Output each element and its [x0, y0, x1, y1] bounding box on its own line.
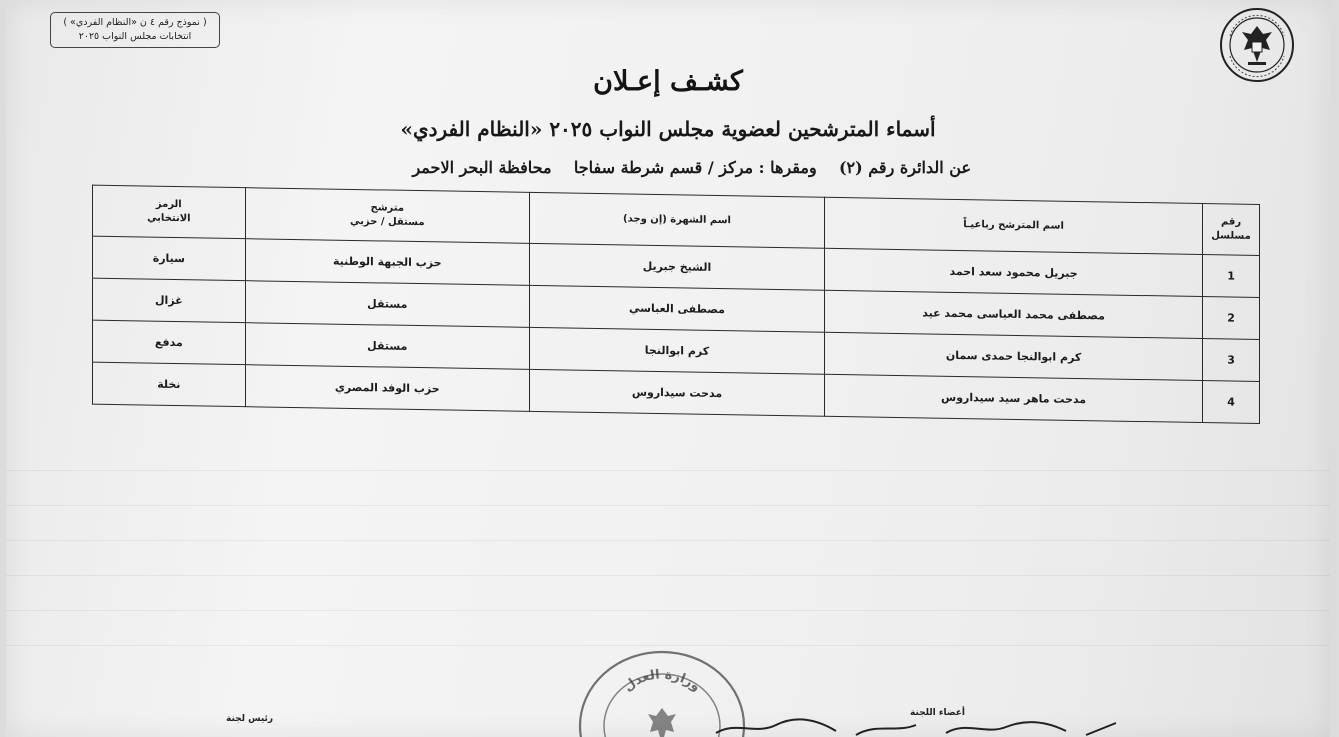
cell-name: مصطفى محمد العباسى محمد عيد: [825, 290, 1203, 338]
cell-type: مستقل: [245, 323, 529, 370]
cell-fame: مدحت سيداروس: [529, 369, 824, 416]
header-fame: اسم الشهرة (إن وجد): [529, 192, 824, 248]
svg-text:وزارة العدل: [621, 668, 703, 695]
governorate: محافظة البحر الاحمر: [412, 158, 552, 177]
paper-line: [6, 470, 1330, 471]
election-name-line: انتخابات مجلس النواب ٢٠٢٥: [78, 31, 192, 42]
page-title: كشـف إعـلان: [593, 66, 743, 97]
cell-name: مدحت ماهر سيد سيداروس: [825, 374, 1203, 422]
candidates-table: [92, 185, 1260, 424]
district-seat: ومقرها : مركز / قسم شرطة سفاجا: [573, 158, 817, 177]
committee-chair-label: رئيس لجنة: [226, 714, 274, 724]
announcement-sheet: [6, 0, 1330, 737]
cell-type: حزب الوفد المصري: [245, 365, 529, 412]
cell-fame: الشيخ جبريل: [529, 243, 824, 290]
stamp-text: وزارة العدل: [620, 667, 704, 695]
paper-line: [6, 610, 1330, 611]
paper-line: [6, 540, 1330, 541]
header-symbol: الرمز الانتخابي: [93, 185, 246, 239]
cell-serial: 1: [1203, 255, 1260, 298]
cell-fame: كرم ابوالنجا: [529, 327, 824, 374]
cell-symbol: غزال: [93, 278, 246, 323]
form-number-box: [50, 12, 220, 48]
cell-symbol: سيارة: [93, 236, 246, 281]
cell-symbol: نخلة: [93, 362, 246, 407]
form-number-line: ( نموذج رقم ٤ ن «النظام الفردي» ): [63, 17, 207, 28]
committee-members-label: أعضاء اللجنة: [910, 708, 965, 718]
cell-fame: مصطفى العباسي: [529, 285, 824, 332]
cell-serial: 2: [1203, 297, 1260, 340]
district-number: (٢): [838, 158, 863, 177]
cell-symbol: مدفع: [93, 320, 246, 365]
signatures-icon: [706, 715, 1126, 737]
cell-name: جبريل محمود سعد احمد: [825, 248, 1203, 296]
header-name: اسم المترشح رباعيـاً: [825, 197, 1203, 254]
header-serial: رقم مسلسل: [1203, 204, 1260, 256]
paper-line: [6, 505, 1330, 506]
cell-serial: 4: [1203, 381, 1260, 424]
cell-type: حزب الجبهة الوطنية: [245, 239, 529, 286]
header-type: مترشح مستقل / حزبي: [245, 188, 529, 244]
page-subtitle: أسماء المترشحين لعضوية مجلس النواب ٢٠٢٥ «النظام الفردي»: [400, 117, 936, 141]
district-prefix: عن الدائرة رقم: [868, 158, 971, 177]
cell-name: كرم ابوالنجا حمدى سمان: [825, 332, 1203, 380]
paper-line: [6, 575, 1330, 576]
cell-serial: 3: [1203, 339, 1260, 382]
district-line: [386, 158, 971, 177]
cell-type: مستقل: [245, 281, 529, 328]
paper-line: [6, 645, 1330, 646]
